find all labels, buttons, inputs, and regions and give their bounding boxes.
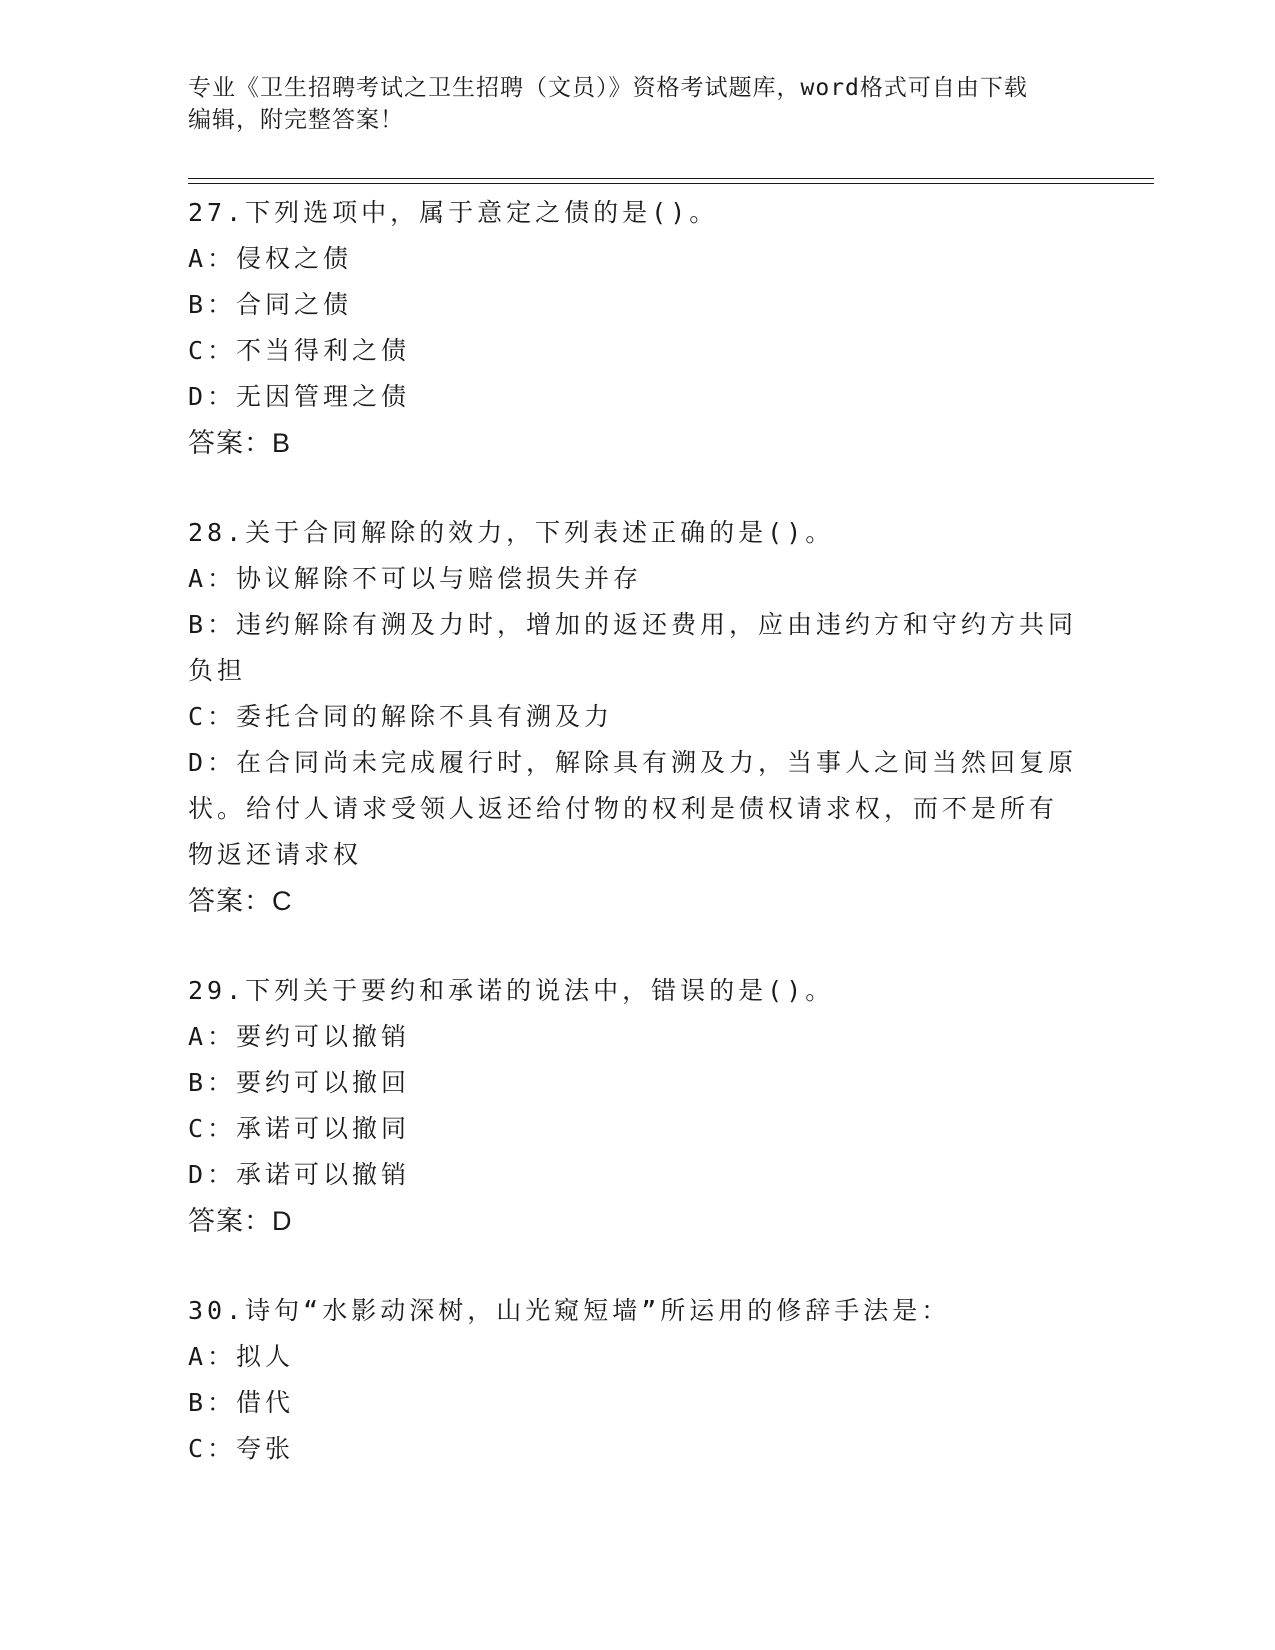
- question-30: [188, 1288, 1088, 1472]
- option-b-continued: 负担: [188, 656, 247, 685]
- spacer: [188, 466, 1088, 510]
- document-header: [188, 72, 1088, 136]
- header-rule-bottom: [188, 183, 1154, 184]
- option-d: D：承诺可以撤销: [188, 1160, 411, 1189]
- spacer: [188, 1244, 1088, 1288]
- option-b: B：合同之债: [188, 290, 353, 319]
- answer: 答案：C: [188, 886, 293, 916]
- option-a: A：要约可以撤销: [188, 1022, 411, 1051]
- option-c: C：承诺可以撤同: [188, 1114, 411, 1143]
- option-b: B：违约解除有溯及力时，增加的返还费用，应由违约方和守约方共同: [188, 610, 1078, 639]
- option-c: C：不当得利之债: [188, 336, 411, 365]
- question-list: [188, 190, 1088, 1472]
- option-c: C：委托合同的解除不具有溯及力: [188, 702, 614, 731]
- option-a: A：拟人: [188, 1342, 295, 1371]
- question-stem: 30.诗句“水影动深树，山光窥短墙”所运用的修辞手法是：: [188, 1296, 951, 1325]
- option-d-continued: 状。给付人请求受领人返还给付物的权利是债权请求权，而不是所有: [188, 794, 1059, 823]
- answer: 答案：D: [188, 1206, 293, 1236]
- question-stem: 27.下列选项中，属于意定之债的是()。: [188, 198, 719, 227]
- header-line-2: 编辑，附完整答案！: [188, 107, 404, 133]
- option-c: C：夸张: [188, 1434, 295, 1463]
- header-rule-top: [188, 178, 1154, 179]
- option-d-continued: 物返还请求权: [188, 840, 363, 869]
- option-a: A：侵权之债: [188, 244, 353, 273]
- option-d: D：在合同尚未完成履行时，解除具有溯及力，当事人之间当然回复原: [188, 748, 1078, 777]
- option-b: B：要约可以撤回: [188, 1068, 411, 1097]
- option-d: D：无因管理之债: [188, 382, 411, 411]
- question-29: [188, 968, 1088, 1244]
- question-28: [188, 510, 1088, 924]
- header-line-1: 专业《卫生招聘考试之卫生招聘（文员）》资格考试题库，word格式可自由下载: [188, 75, 1028, 101]
- spacer: [188, 924, 1088, 968]
- question-stem: 29.下列关于要约和承诺的说法中，错误的是()。: [188, 976, 835, 1005]
- option-b: B：借代: [188, 1388, 295, 1417]
- question-stem: 28.关于合同解除的效力，下列表述正确的是()。: [188, 518, 835, 547]
- option-a: A：协议解除不可以与赔偿损失并存: [188, 564, 643, 593]
- answer: 答案：B: [188, 428, 292, 458]
- question-27: [188, 190, 1088, 466]
